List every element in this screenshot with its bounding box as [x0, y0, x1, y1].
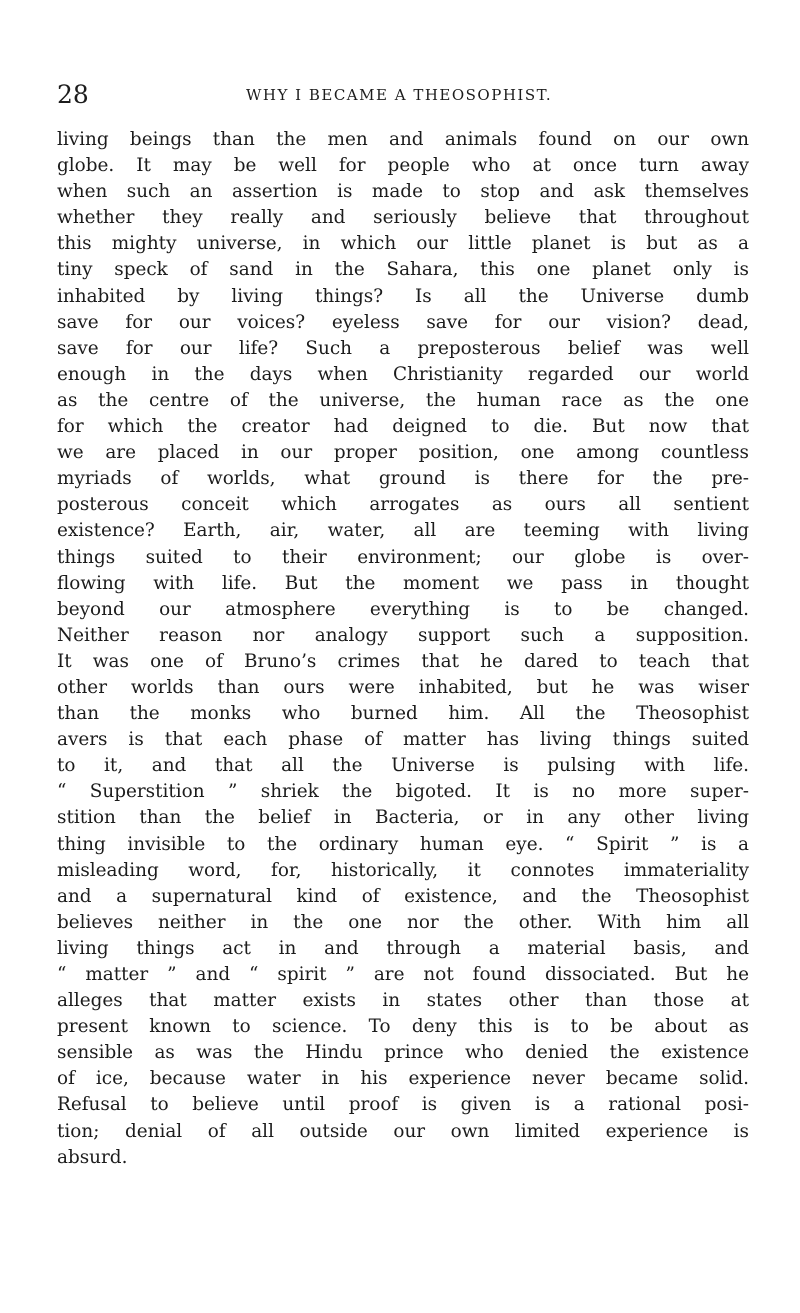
- text-line: when such an assertion is made to stop and ask themselves: [57, 181, 749, 203]
- text-line: to it, and that all the Universe is pulsing with life.: [57, 755, 749, 777]
- text-line: we are placed in our proper position, one among countless: [57, 442, 749, 464]
- text-line: save for our life? Such a preposterous belief was well: [57, 337, 749, 359]
- text-line: flowing with life. But the moment we pass in thought: [57, 572, 749, 594]
- page-header: [57, 80, 749, 110]
- text-line: stition than the belief in Bacteria, or in any other living: [57, 807, 749, 829]
- text-line: thing invisible to the ordinary human eye. “ Spirit ” is a: [57, 833, 749, 855]
- text-line: present known to science. To deny this is to be about as: [57, 1016, 749, 1038]
- text-line: living beings than the men and animals found on our own: [57, 129, 749, 150]
- text-line: posterous conceit which arrogates as ours all sentient: [57, 494, 749, 516]
- text-line: It was one of Bruno’s crimes that he dared to teach that: [57, 650, 749, 672]
- running-title: WHY I BECAME A THEOSOPHIST.: [246, 86, 553, 104]
- text-line: living things act in and through a material basis, and: [57, 937, 749, 959]
- text-line: myriads of worlds, what ground is there for the pre-: [57, 468, 749, 490]
- text-line: as the centre of the universe, the human race as the one: [57, 389, 749, 411]
- text-line: “ matter ” and “ spirit ” are not found dissociated. But he: [57, 964, 749, 985]
- page-number: 28: [57, 80, 89, 109]
- text-line: absurd.: [57, 1146, 128, 1168]
- text-line: alleges that matter exists in states other than those at: [57, 990, 749, 1012]
- text-line: tion; denial of all outside our own limited experience is: [57, 1120, 749, 1142]
- body-text: [57, 127, 749, 1171]
- text-line: of ice, because water in his experience never became solid.: [57, 1068, 749, 1090]
- text-line: and a supernatural kind of existence, and the Theosophist: [57, 885, 749, 907]
- text-line: than the monks who burned him. All the Theosophist: [57, 703, 749, 725]
- text-line: enough in the days when Christianity regarded our world: [57, 363, 749, 385]
- text-line: whether they really and seriously believe that throughout: [57, 207, 749, 229]
- text-line: globe. It may be well for people who at once turn away: [57, 155, 749, 177]
- text-line: Neither reason nor analogy support such a supposition.: [57, 624, 749, 646]
- text-line: misleading word, for, historically, it connotes immateriality: [57, 859, 749, 881]
- text-line: save for our voices? eyeless save for our vision? dead,: [57, 311, 749, 333]
- text-line: sensible as was the Hindu prince who denied the existence: [57, 1042, 749, 1064]
- text-line: things suited to their environment; our globe is over-: [57, 546, 749, 568]
- text-line: existence? Earth, air, water, all are teeming with living: [57, 520, 749, 542]
- text-line: “ Superstition ” shriek the bigoted. It is no more super-: [57, 781, 749, 803]
- text-line: Refusal to believe until proof is given is a rational posi-: [57, 1094, 749, 1116]
- text-line: believes neither in the one nor the other. With him all: [57, 911, 749, 933]
- text-line: other worlds than ours were inhabited, but he was wiser: [57, 676, 749, 698]
- text-line: tiny speck of sand in the Sahara, this one planet only is: [57, 259, 749, 281]
- text-line: beyond our atmosphere everything is to be changed.: [57, 598, 749, 620]
- text-line: this mighty universe, in which our little planet is but as a: [57, 233, 749, 255]
- text-line: for which the creator had deigned to die. But now that: [57, 416, 749, 438]
- text-line: avers is that each phase of matter has living things suited: [57, 729, 749, 751]
- text-line: inhabited by living things? Is all the Universe dumb: [57, 285, 749, 307]
